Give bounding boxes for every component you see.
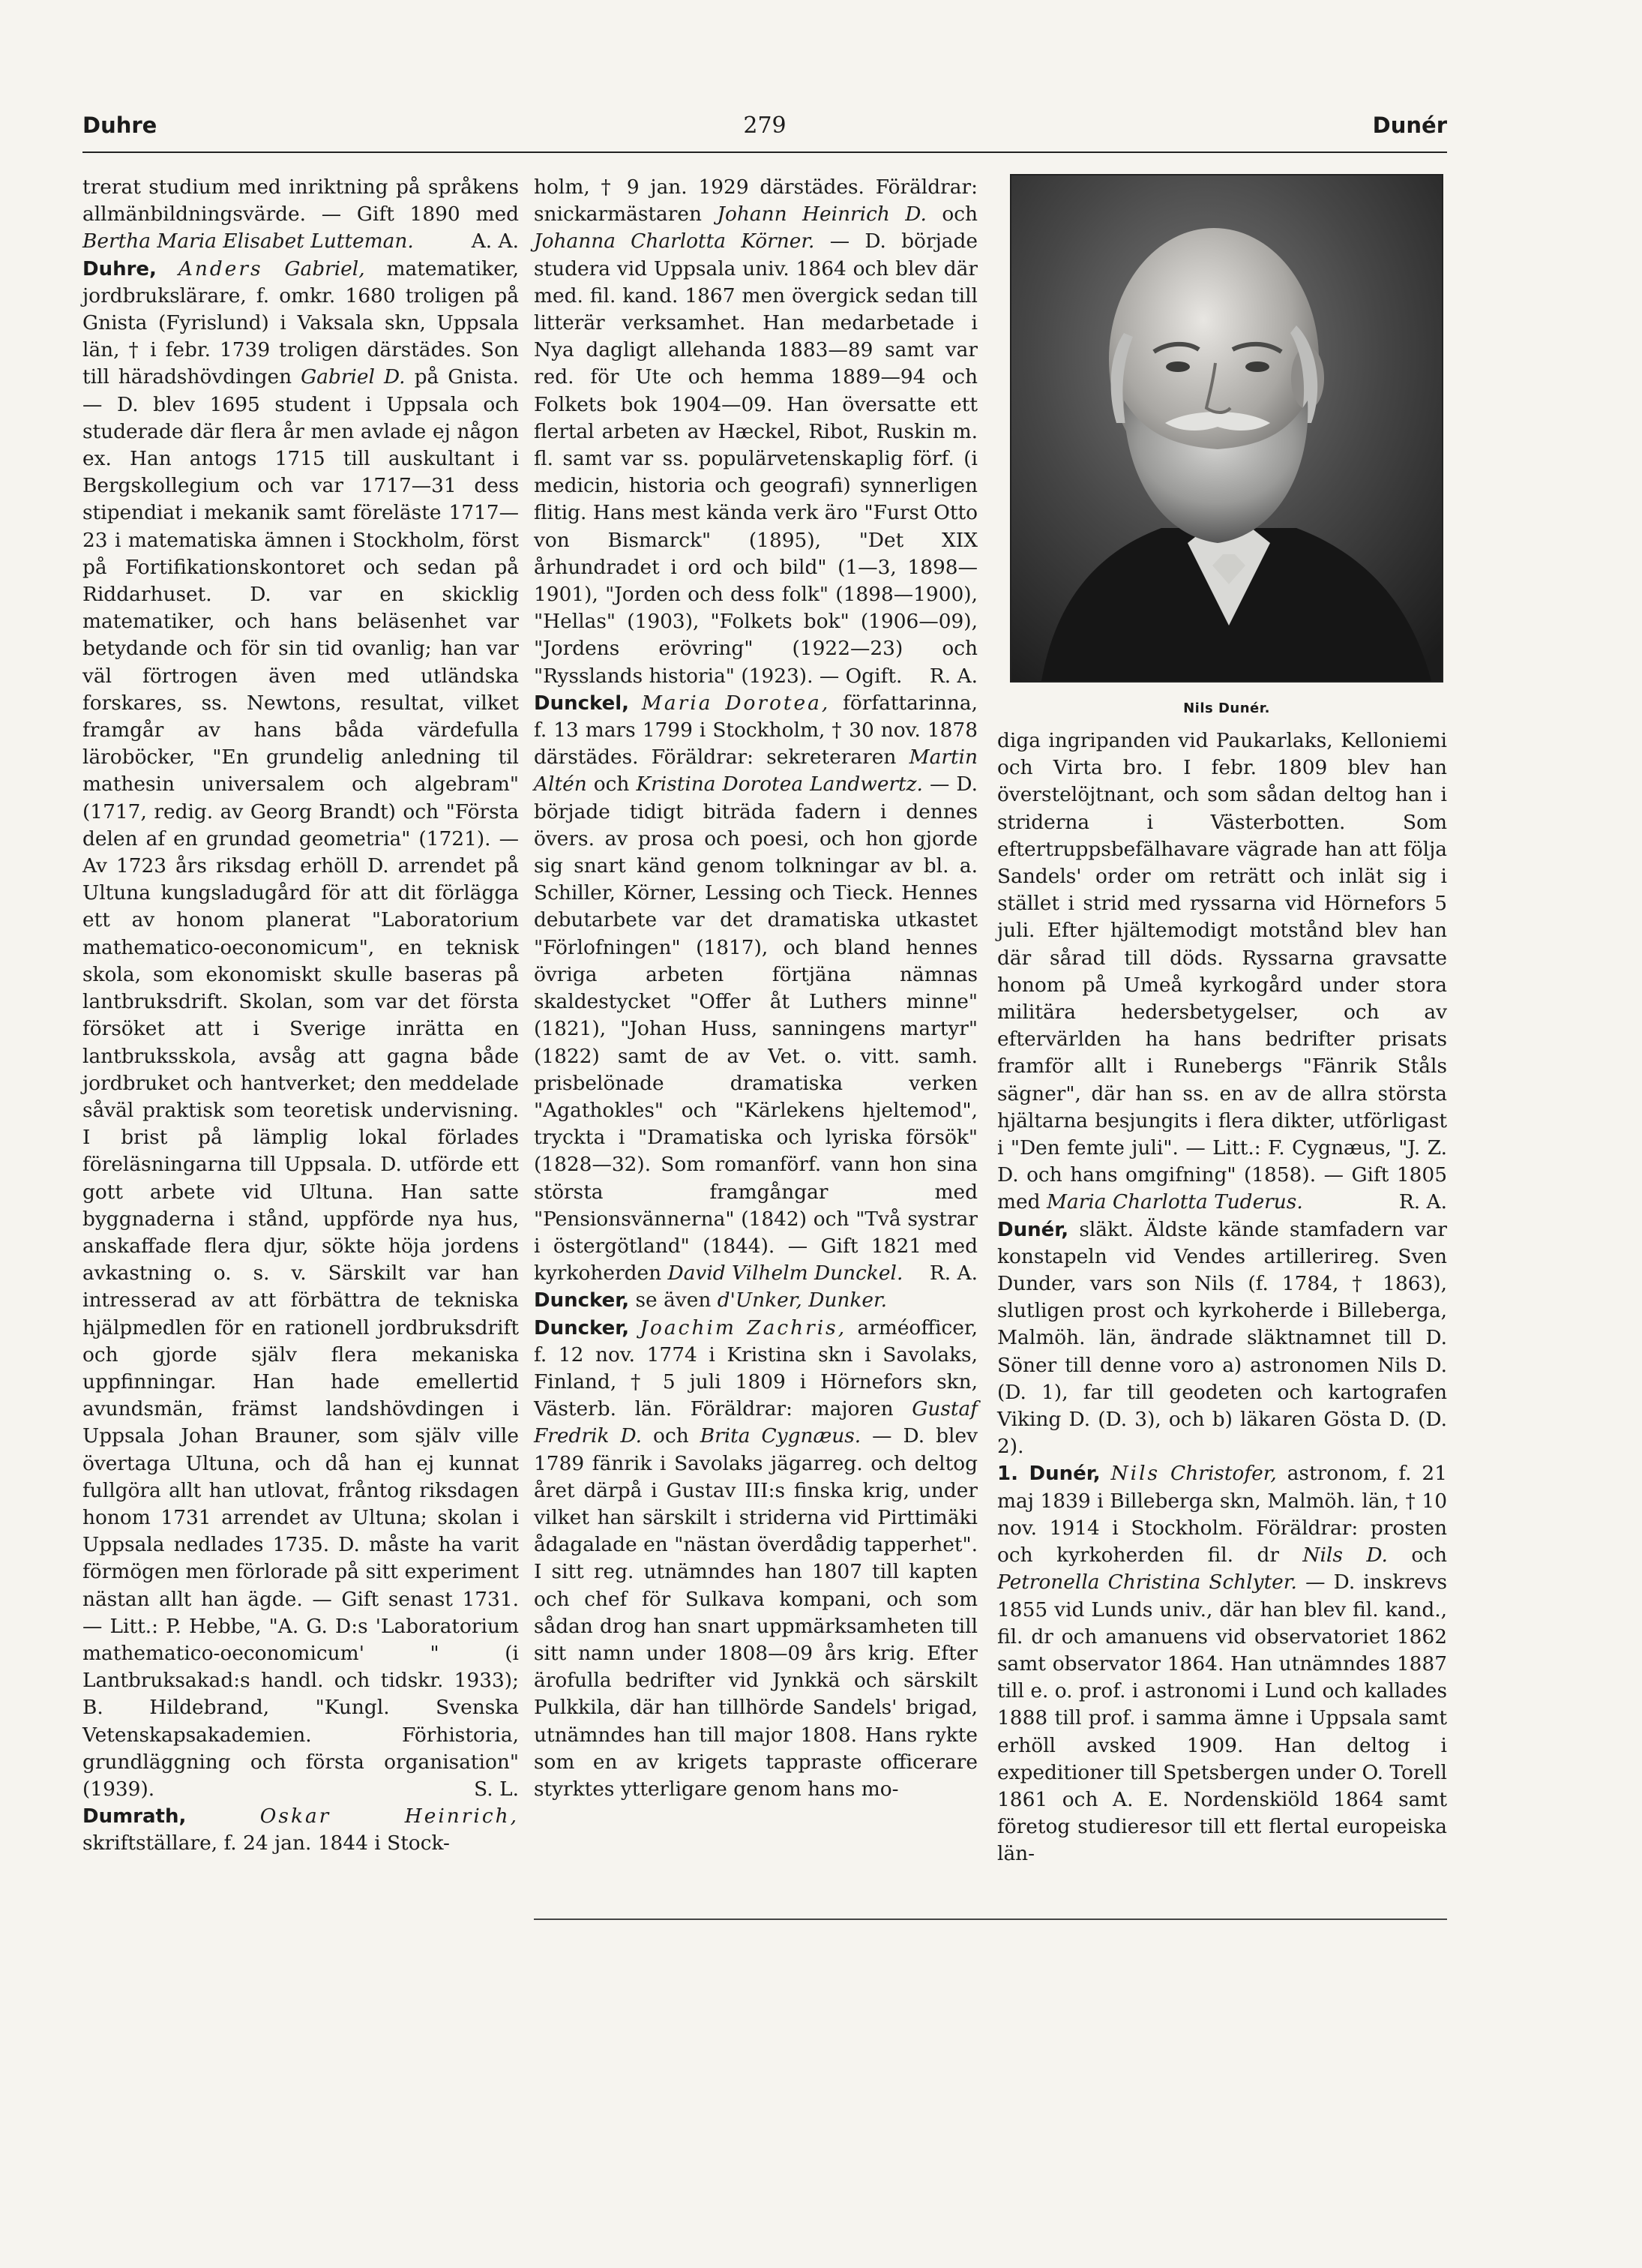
signature: R. A. [929, 1262, 978, 1286]
headword: Duncker, [534, 1316, 630, 1340]
headword: Dunckel, [534, 692, 630, 715]
entry-duhre: Duhre, Anders Gabriel, matematiker, jordbrukslärare, f. omkr. 1680 troligen på Gnista (Fyrislund) i Vaksala skn, Uppsala län, † i febr. 1739 troligen därstädes. Son till häradshövdingen Gabriel D. på Gnista. — D. blev 1695 student i Uppsala och studerade där flera år men avlade ej någon ex. Han antogs 1715 till auskultant i Bergskollegium och var 1717—31 dess stipendiat i mekanik samt föreläste 1717—23 i matematiska ämnen i Stockholm, först på Fortifikationskontoret och sedan på Riddarhuset. D. var en skicklig matematiker, och hans beläsenhet var betydande och för sin tid ovanlig; han var väl förtrogen även med utländska forskares, ss. Newtons, resultat, vilket framgår av hans båda värdefulla läroböcker, "En grundelig anledning til mathesin universalem och algebram" (1717, redig. av Georg Brandt) och "Första delen af en grundad geometria" (1721). — Av 1723 års riksdag erhöll D. arrendet på Ultuna kungsladugård för att dit förlägga ett av honom planerat "Laboratorium mathematico-oeconomicum", en teknisk skola, som ekonomiskt skulle baseras på lantbruksdrift. Skolan, som var det första försöket att i Sverige inrätta en lantbruksskola, avsåg att gagna både jordbruket och hantverket; den meddelade såväl praktisk som teoretisk undervisning. I brist på lämplig lokal förlades föreläsningarna till Uppsala. D. utförde ett gott arbete vid Ultuna. Han satte byggnaderna i stånd, uppförde nya hus, anskaffade flera djur, sökte höja jordens avkastning o. s. v. Särskilt var han intresserad av att förbättra de tekniska hjälpmedlen för en rationell jordbruksdrift och gjorde själv flera mekaniska uppfinningar. Han hade emellertid avundsmän, främst landshövdingen i Uppsala Johan Brauner, som själv ville övertaga Ultuna, och då han ej kunnat fullgöra allt han utlovat, fråntog riksdagen honom 1731 arrendet av Ultuna; skolan i Uppsala nedlades 1735. D. måste ha varit förmögen men förlorade på sitt experiment nästan allt han ägde. — Gift senast 1731. — Litt.: P. Hebbe, "A. G. D:s 'Laboratorium mathematico-oeconomicum' " (i Lantbruksakad:s handl. och tidskr. 1933); B. Hildebrand, "Kungl. Svenska Vetenskapsakademien. Förhistoria, grundläggning och första organisation" (1939). S. L. [82, 256, 519, 1804]
entry-dumrath: Dumrath, Oskar Heinrich, skriftställare, f. 24 jan. 1844 i Stock- [82, 1804, 520, 1856]
headword: Duhre, [82, 257, 157, 280]
entry-continuation: trerat studium med inriktning på språkens allmänbildningsvärde. — Gift 1890 med Bertha Maria Elisabet Lutteman. A. A. [82, 174, 519, 256]
running-head [82, 112, 1447, 158]
entry-dumrath-continued: holm, † 9 jan. 1929 därstädes. Föräldrar: snickarmästaren Johann Heinrich D. och Johanna Charlotta Körner. — D. började studera vid Uppsala univ. 1864 och blev där med. fil. kand. 1867 men övergick sedan till litterär verksamhet. Han medarbetade i Nya dagligt allehanda 1883—89 samt var red. för Ute och hemma 1889—94 och Folkets bok 1904—09. Han översatte ett flertal arbeten av Hæckel, Ribot, Ruskin m. fl. samt var ss. populärvetenskaplig förf. (i medicin, historia och geografi) synnerligen flitig. Hans mest kända verk äro "Furst Otto von Bismarck" (1895), "Det XIX århundradet i ord och bild" (1—3, 1898—1901), "Jorden och dess folk" (1898—1900), "Hellas" (1903), "Folkets bok" (1906—09), "Jordens erövring" (1922—23) och "Rysslands historia" (1923). — Ogift. R. A. [534, 174, 978, 690]
signature: R. A. [929, 664, 978, 688]
headword: Duncker, [534, 1289, 630, 1312]
entry-duncker: Duncker, Joachim Zachris, arméofficer, f. 12 nov. 1774 i Kristina skn i Savolaks, Finland, † 5 juli 1809 i Hörnefors skn, Västerb. län. Föräldrar: majoren Gustaf Fredrik D. och Brita Cygnæus. — D. blev 1789 fänrik i Savolaks jägarreg. och deltog året därpå i Gustav III:s finska krig, under vilket han särskilt i striderna vid Pirttimäki ådagalade en "nästan överdådig tapperhet". I sitt reg. utnämndes han 1807 till kapten och chef för Sulkava kompani, och som sådan drog han snart uppmärksamheten till sitt namn under 1808—09 års krig. Efter ärofulla bedrifter vid Jynkkä och särskilt Pulkkila, där han tillhörde Sandels' brigad, utnämndes han till major 1808. Hans rykte som en av krigets tappraste officerare styrktes ytterligare genom hans mo- [534, 1316, 978, 1801]
running-head-right: Dunér [1372, 112, 1447, 138]
column-3 [997, 728, 1447, 1868]
entry-duncker-continued: diga ingripanden vid Paukarlaks, Kelloniemi och Virta bro. I febr. 1809 blev han överstelöjtnant, och som sådan deltog han i striderna i Västerbotten. Som eftertruppsbefälhavare vägrade han att följa Sandels' order om reträtt och inlät sig i stället i strid med ryssarna vid Hörnefors 5 juli. Efter hjältemodigt motstånd blev han där sårad till döds. Ryssarna gravsatte honom på Umeå kyrkogård under stora militära hedersbetygelser, och av eftervärlden ha hans bedrifter prisats framför allt i Runebergs "Fänrik Ståls sägner", där han ss. en av de allra största hjältarna besjungits i flera dikter, utförligast i "Den femte juli". — Litt.: F. Cygnæus, "J. Z. D. och hans omgifning" (1858). — Gift 1805 med Maria Charlotta Tuderus. R. A. [997, 728, 1447, 1216]
signature: A. A. [471, 230, 519, 254]
entry-duncker-ref: Duncker, se även d'Unker, Dunker. [534, 1288, 888, 1312]
header-rule [82, 152, 1447, 153]
headword: Dunér, [997, 1218, 1069, 1241]
column-1 [82, 174, 519, 1858]
entry-duner-family: Dunér, släkt. Äldste kände stamfadern var konstapeln vid Vendes artillerireg. Sven Dunder, vars son Nils (f. 1784, † 1863), slutligen prost och kyrkoherde i Billeberga, Malmöh. län, ändrade släktnamnet till D. Söner till denne voro a) astronomen Nils D. (D. 1), far till geodeten och kartografen Viking D. (D. 3), och b) läkaren Gösta D. (D. 2). [997, 1217, 1447, 1459]
signature: R. A. [1398, 1190, 1447, 1214]
headword: Dumrath, [82, 1805, 187, 1828]
portrait-illustration [1011, 176, 1442, 681]
signature: S. L. [474, 1777, 519, 1801]
headword: 1. Dunér, [997, 1462, 1101, 1486]
section-rule [534, 1918, 1447, 1920]
running-head-left: Duhre [82, 112, 157, 138]
portrait-figure [1010, 174, 1443, 722]
portrait-photo [1010, 174, 1443, 682]
page-number: 279 [743, 112, 787, 139]
portrait-caption: Nils Dunér. [1183, 700, 1270, 716]
entry-dunckel: Dunckel, Maria Dorotea, författarinna, f. 13 mars 1799 i Stockholm, † 30 nov. 1878 därstädes. Föräldrar: sekreteraren Martin Altén och Kristina Dorotea Landwertz. — D. började tidigt biträda fadern i dennes övers. av prosa och poesi, och hon gjorde sig snart känd genom tolkningar av bl. a. Schiller, Körner, Lessing och Tieck. Hennes debutarbete var det dramatiska utkastet "Förlofningen" (1817), och bland hennes övriga arbeten förtjäna nämnas skaldestycket "Offer åt Luthers minne" (1821), "Johan Huss, sanningens martyr" (1822) samt de av Vet. o. vitt. samh. prisbelönade dramatiska verken "Agathokles" och "Kärlekens hjeltemod", tryckta i "Dramatiska och lyriska försök" (1828—32). Som romanförf. vann hon sina största framgångar med "Pensionsvännerna" (1842) och "Två systrar i östergötland" (1844). — Gift 1821 med kyrkoherden David Vilhelm Dunckel. R. A. [534, 690, 978, 1287]
entry-duner-nils: 1. Dunér, Nils Christofer, astronom, f. 21 maj 1839 i Billeberga skn, Malmöh. län, † 10 nov. 1914 i Stockholm. Föräldrar: prosten och kyrkoherden fil. dr Nils D. och Petronella Christina Schlyter. — D. inskrevs 1855 vid Lunds univ., där han blev fil. kand., fil. dr och amanuens vid observatoriet 1862 samt observator 1864. Han utnämndes 1887 till e. o. prof. i astronomi i Lund och kallades 1888 till prof. i samma ämne i Uppsala samt erhöll avsked 1909. Han deltog i expeditioner till Spetsbergen under O. Torell 1861 och A. E. Nordenskiöld 1864 samt företog studieresor till ett flertal europeiska län- [997, 1462, 1448, 1866]
column-2 [534, 174, 978, 1803]
